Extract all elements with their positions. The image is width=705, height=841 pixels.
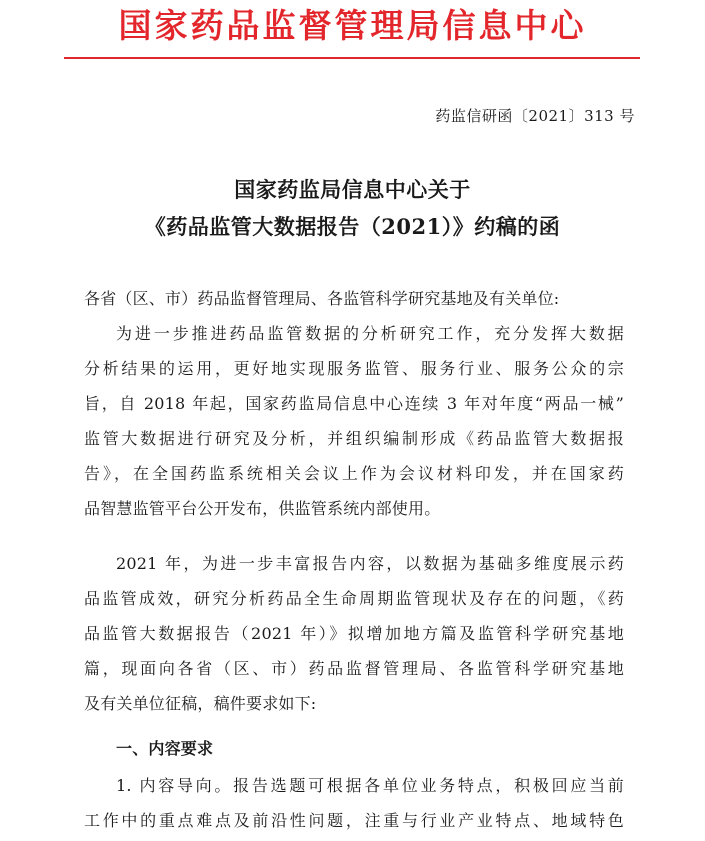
header-red-rule bbox=[64, 57, 640, 59]
paragraph-line: 及有关单位征稿，稿件要求如下: bbox=[84, 694, 317, 713]
paragraph-line: 品监管大数据报告（2021 年）》拟增加地方篇及监管科学研究基地 bbox=[84, 624, 624, 643]
paragraph-line: 告》，在全国药监系统相关会议上作为会议材料印发，并在国家药 bbox=[84, 464, 624, 483]
org-header-title: 国家药品监督管理局信息中心 bbox=[118, 6, 587, 45]
paragraph-line: 品智慧监管平台公开发布，供监管系统内部使用。 bbox=[84, 499, 441, 518]
document-title-line-1: 国家药监局信息中心关于 bbox=[234, 177, 471, 202]
paragraph-line: 品监管成效，研究分析药品全生命周期监管现状及存在的问题，《药 bbox=[84, 589, 624, 608]
paragraph-line: 为进一步推进药品监管数据的分析研究工作，充分发挥大数据 bbox=[116, 324, 624, 343]
paragraph-line: 1. 内容导向。报告选题可根据各单位业务特点，积极回应当前 bbox=[116, 776, 624, 795]
paragraph-line: 2021 年，为进一步丰富报告内容，以数据为基础多维度展示药 bbox=[116, 554, 624, 573]
document-title-line-2: 《药品监管大数据报告（2021）》约稿的函 bbox=[144, 214, 561, 239]
section-1-heading: 一、内容要求 bbox=[116, 739, 214, 758]
paragraph-line: 旨，自 2018 年起，国家药监局信息中心连续 3 年对年度“两品一械” bbox=[84, 394, 624, 413]
paragraph-line: 分析结果的运用，更好地实现服务监管、服务行业、服务公众的宗 bbox=[84, 359, 624, 378]
paragraph-line: 监管大数据进行研究及分析，并组织编制形成《药品监管大数据报 bbox=[84, 429, 624, 448]
document-number: 药监信研函〔2021〕313 号 bbox=[435, 107, 635, 125]
salutation: 各省（区、市）药品监督管理局、各监管科学研究基地及有关单位: bbox=[84, 289, 560, 308]
paragraph-line: 工作中的重点难点及前沿性问题，注重与行业产业特点、地域特色 bbox=[84, 811, 624, 830]
paragraph-line: 篇，现面向各省（区、市）药品监督管理局、各监管科学研究基地 bbox=[84, 659, 624, 678]
